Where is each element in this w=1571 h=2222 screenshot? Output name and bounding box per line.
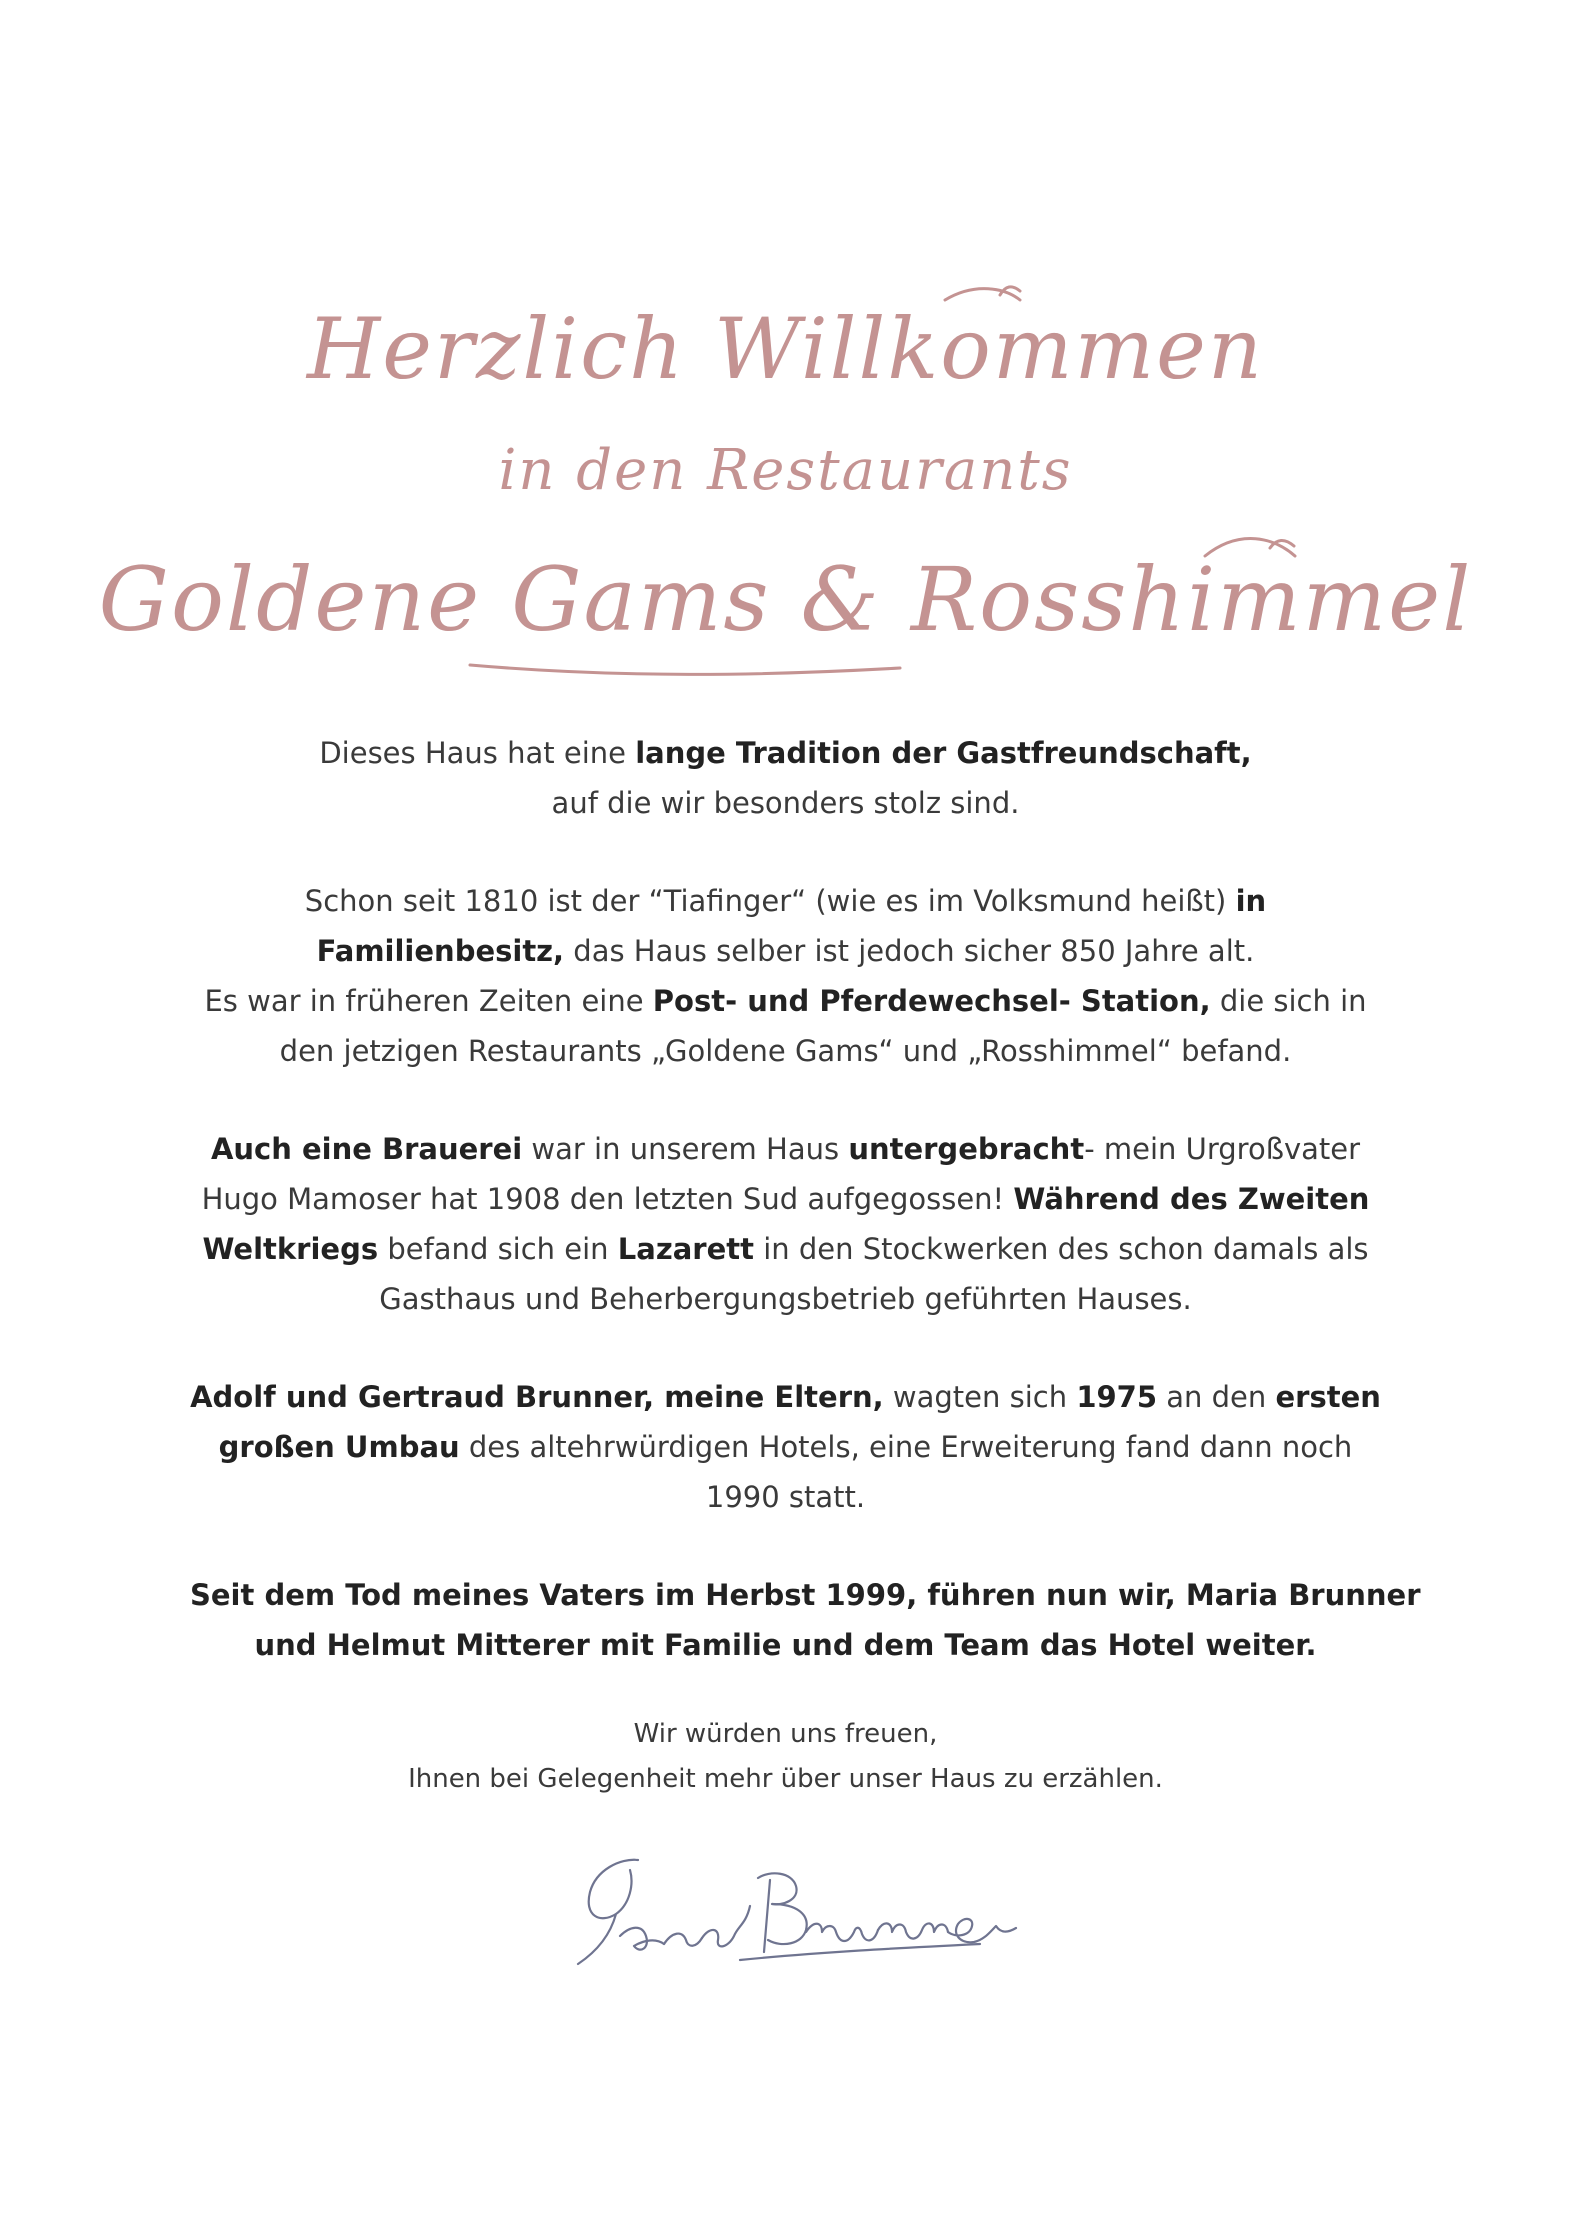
text-line [190, 728, 1381, 778]
bold-text-segment: Seit dem Tod meines Vaters im Herbst 1999, führen nun wir, Maria Brunner [190, 1578, 1421, 1612]
text-segment: wagten sich [883, 1380, 1077, 1414]
text-line [190, 1224, 1381, 1274]
text-line [190, 1472, 1381, 1522]
bold-text-segment: 1975 [1076, 1380, 1158, 1414]
text-segment: in den Stockwerken des schon damals als [753, 1232, 1369, 1266]
text-segment: befand sich ein [378, 1232, 618, 1266]
bold-text-segment: Während des Zweiten [1013, 1182, 1370, 1216]
bold-text-segment: Familienbesitz, [316, 934, 565, 968]
bold-text-segment: Adolf und Gertraud Brunner, meine Eltern, [190, 1380, 884, 1414]
text-segment: Wir würden uns freuen, [633, 1719, 938, 1749]
text-line [190, 778, 1381, 828]
text-segment: Ihnen bei Gelegenheit mehr über unser Haus zu erzählen. [408, 1764, 1163, 1794]
bold-text-segment: in [1235, 884, 1267, 918]
text-line [190, 1174, 1381, 1224]
text-segment: - mein Urgroßvater [1084, 1132, 1361, 1166]
text-line [190, 1712, 1381, 1757]
closing-paragraph [190, 1712, 1381, 1802]
text-segment: Gasthaus und Beherbergungsbetrieb geführten Hauses. [379, 1282, 1192, 1316]
bold-text-segment: lange Tradition der Gastfreundschaft, [635, 736, 1252, 770]
heading-line-1: Herzlich Willkommen [307, 300, 1264, 398]
text-segment: Es war in früheren Zeiten eine [204, 984, 653, 1018]
text-line [190, 1274, 1381, 1324]
text-segment: auf die wir besonders stolz sind. [551, 786, 1020, 820]
bold-text-segment: Post- und Pferdewechsel- Station, [652, 984, 1211, 1018]
text-segment: das Haus selber ist jedoch sicher 850 Jahre alt. [564, 934, 1255, 968]
text-line [190, 1372, 1381, 1422]
text-segment: den jetzigen Restaurants „Goldene Gams“ und „Rosshimmel“ befand. [279, 1034, 1292, 1068]
bold-text-segment: und Helmut Mitterer mit Familie und dem Team das Hotel weiter. [254, 1628, 1317, 1662]
text-line [190, 976, 1381, 1026]
text-segment: Dieses Haus hat eine [319, 736, 636, 770]
bold-text-segment: ersten [1275, 1380, 1381, 1414]
paragraph-5 [190, 1570, 1421, 1670]
text-line [190, 1026, 1381, 1076]
heading-line-2: in den Restaurants [498, 438, 1073, 503]
text-segment: die sich in [1210, 984, 1367, 1018]
bold-text-segment: Lazarett [617, 1232, 754, 1266]
paragraph-4 [190, 1372, 1381, 1522]
bold-text-segment: Weltkriegs [202, 1232, 379, 1266]
text-line [190, 1422, 1381, 1472]
heading-line-3: Goldene Gams & Rosshimmel [98, 548, 1473, 651]
heading-flourish-icon [0, 0, 1571, 700]
text-line [190, 1757, 1381, 1802]
paragraph-3 [190, 1124, 1381, 1324]
text-line [190, 1124, 1381, 1174]
bold-text-segment: untergebracht [848, 1132, 1085, 1166]
text-segment: 1990 statt. [705, 1480, 866, 1514]
text-line [190, 1570, 1421, 1620]
text-line [190, 876, 1381, 926]
text-segment: Hugo Mamoser hat 1908 den letzten Sud aufgegossen! [201, 1182, 1014, 1216]
text-line [190, 926, 1381, 976]
paragraph-2 [190, 876, 1381, 1076]
text-segment: war in unserem Haus [522, 1132, 849, 1166]
text-segment: des altehrwürdigen Hotels, eine Erweiterung fand dann noch [459, 1430, 1353, 1464]
paragraph-1 [190, 728, 1381, 828]
text-segment: Schon seit 1810 ist der “Tiafinger“ (wie es im Volksmund heißt) [304, 884, 1236, 918]
bold-text-segment: Auch eine Brauerei [210, 1132, 523, 1166]
text-line [190, 1620, 1381, 1670]
signature-icon [560, 1840, 1080, 1980]
text-segment: an den [1157, 1380, 1276, 1414]
bold-text-segment: großen Umbau [218, 1430, 460, 1464]
